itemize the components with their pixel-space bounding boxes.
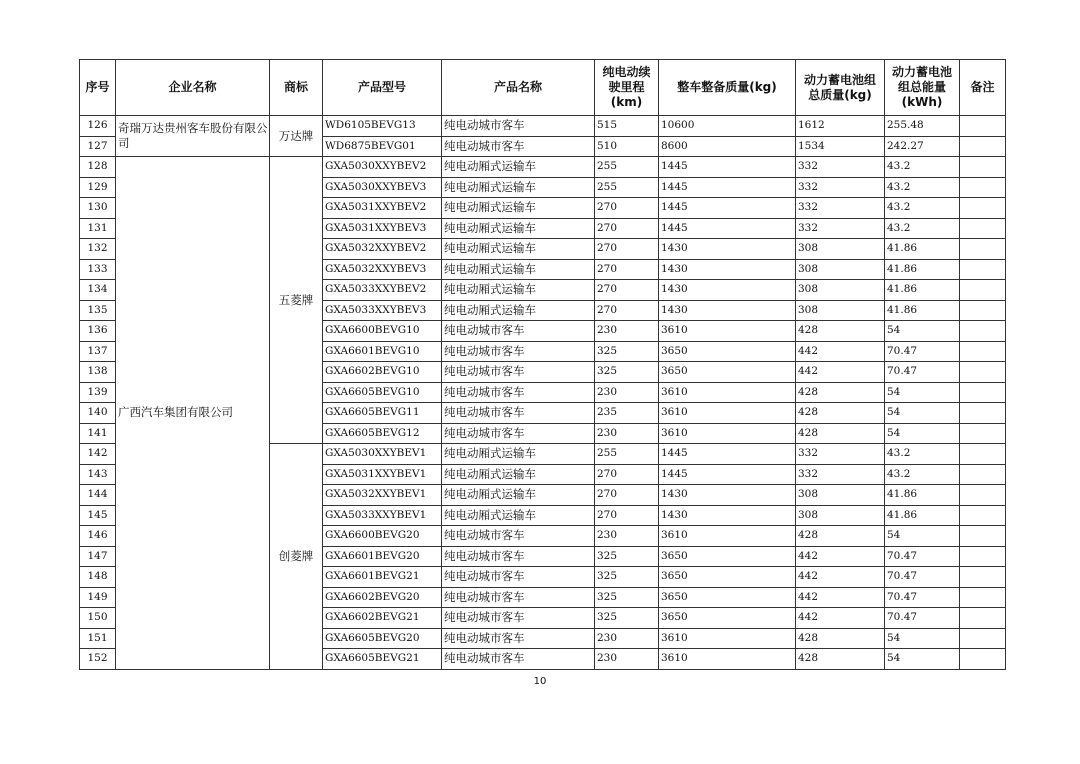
product-name: 纯电动厢式运输车 [442,198,595,219]
curb-mass: 3650 [659,567,796,588]
product-name: 纯电动厢式运输车 [442,157,595,178]
curb-mass: 1445 [659,198,796,219]
driving-range: 255 [595,157,659,178]
row-seq: 138 [80,362,116,383]
brand-name: 创菱牌 [270,444,323,670]
battery-energy: 70.47 [885,608,960,629]
driving-range: 230 [595,382,659,403]
driving-range: 230 [595,628,659,649]
row-seq: 146 [80,526,116,547]
curb-mass: 3610 [659,321,796,342]
row-seq: 147 [80,546,116,567]
header-brand: 商标 [270,60,323,116]
curb-mass: 1430 [659,505,796,526]
battery-mass: 332 [796,177,885,198]
product-model: GXA6600BEVG20 [323,526,442,547]
product-model: GXA6602BEVG20 [323,587,442,608]
battery-mass: 308 [796,505,885,526]
note [960,321,1006,342]
product-model: GXA5032XXYBEV2 [323,239,442,260]
battery-mass: 1534 [796,136,885,157]
battery-mass: 308 [796,280,885,301]
note [960,608,1006,629]
product-name: 纯电动城市客车 [442,567,595,588]
row-seq: 126 [80,116,116,137]
curb-mass: 3650 [659,546,796,567]
product-name: 纯电动厢式运输车 [442,280,595,301]
battery-mass: 442 [796,587,885,608]
note [960,567,1006,588]
header-model: 产品型号 [323,60,442,116]
curb-mass: 1445 [659,444,796,465]
curb-mass: 1430 [659,280,796,301]
note [960,464,1006,485]
curb-mass: 3610 [659,423,796,444]
driving-range: 270 [595,218,659,239]
curb-mass: 1430 [659,485,796,506]
product-name: 纯电动厢式运输车 [442,300,595,321]
brand-name: 五菱牌 [270,157,323,444]
battery-energy: 70.47 [885,546,960,567]
company-name: 广西汽车集团有限公司 [116,157,270,670]
row-seq: 150 [80,608,116,629]
driving-range: 270 [595,464,659,485]
header-product-name: 产品名称 [442,60,595,116]
product-model: GXA5033XXYBEV3 [323,300,442,321]
product-model: WD6875BEVG01 [323,136,442,157]
note [960,136,1006,157]
battery-mass: 332 [796,444,885,465]
driving-range: 325 [595,567,659,588]
note [960,280,1006,301]
product-model: GXA5031XXYBEV3 [323,218,442,239]
battery-mass: 308 [796,239,885,260]
row-seq: 149 [80,587,116,608]
product-name: 纯电动城市客车 [442,628,595,649]
battery-energy: 70.47 [885,587,960,608]
product-model: GXA6605BEVG10 [323,382,442,403]
product-model: GXA6605BEVG11 [323,403,442,424]
note [960,259,1006,280]
product-model: GXA6600BEVG10 [323,321,442,342]
note [960,218,1006,239]
header-battery-mass: 动力蓄电池组 总质量(kg) [796,60,885,116]
driving-range: 230 [595,649,659,670]
product-model: GXA6605BEVG12 [323,423,442,444]
battery-mass: 442 [796,362,885,383]
row-seq: 128 [80,157,116,178]
driving-range: 515 [595,116,659,137]
product-model: GXA5031XXYBEV2 [323,198,442,219]
note [960,239,1006,260]
battery-mass: 428 [796,526,885,547]
product-model: GXA5032XXYBEV1 [323,485,442,506]
row-seq: 127 [80,136,116,157]
battery-energy: 41.86 [885,505,960,526]
header-curb-mass: 整车整备质量(kg) [659,60,796,116]
battery-mass: 442 [796,608,885,629]
driving-range: 325 [595,587,659,608]
row-seq: 129 [80,177,116,198]
note [960,444,1006,465]
driving-range: 325 [595,546,659,567]
driving-range: 270 [595,485,659,506]
note [960,526,1006,547]
header-seq: 序号 [80,60,116,116]
driving-range: 270 [595,280,659,301]
battery-energy: 43.2 [885,444,960,465]
row-seq: 132 [80,239,116,260]
battery-mass: 442 [796,546,885,567]
product-model: GXA6602BEVG21 [323,608,442,629]
curb-mass: 3610 [659,403,796,424]
battery-mass: 332 [796,198,885,219]
product-model: GXA5032XXYBEV3 [323,259,442,280]
curb-mass: 3650 [659,362,796,383]
curb-mass: 1445 [659,157,796,178]
row-seq: 135 [80,300,116,321]
product-model: GXA6602BEVG10 [323,362,442,383]
driving-range: 270 [595,239,659,260]
curb-mass: 3610 [659,382,796,403]
row-seq: 152 [80,649,116,670]
product-model: GXA5030XXYBEV2 [323,157,442,178]
note [960,628,1006,649]
product-name: 纯电动城市客车 [442,116,595,137]
row-seq: 143 [80,464,116,485]
driving-range: 255 [595,177,659,198]
product-model: GXA5030XXYBEV3 [323,177,442,198]
curb-mass: 10600 [659,116,796,137]
row-seq: 142 [80,444,116,465]
battery-mass: 308 [796,259,885,280]
product-name: 纯电动城市客车 [442,362,595,383]
company-name: 奇瑞万达贵州客车股份有限公司 [116,116,270,157]
note [960,362,1006,383]
note [960,198,1006,219]
note [960,649,1006,670]
driving-range: 270 [595,198,659,219]
battery-energy: 41.86 [885,239,960,260]
product-model: GXA6605BEVG20 [323,628,442,649]
product-name: 纯电动厢式运输车 [442,239,595,260]
product-model: GXA6605BEVG21 [323,649,442,670]
table-row [80,157,1006,178]
product-model: GXA6601BEVG20 [323,546,442,567]
note [960,116,1006,137]
driving-range: 235 [595,403,659,424]
battery-energy: 43.2 [885,218,960,239]
product-model: GXA5033XXYBEV2 [323,280,442,301]
product-name: 纯电动城市客车 [442,608,595,629]
battery-mass: 1612 [796,116,885,137]
battery-energy: 70.47 [885,567,960,588]
battery-energy: 242.27 [885,136,960,157]
curb-mass: 1430 [659,259,796,280]
battery-mass: 428 [796,649,885,670]
battery-mass: 428 [796,628,885,649]
product-name: 纯电动厢式运输车 [442,177,595,198]
driving-range: 325 [595,362,659,383]
row-seq: 130 [80,198,116,219]
battery-energy: 54 [885,403,960,424]
product-name: 纯电动厢式运输车 [442,259,595,280]
note [960,177,1006,198]
note [960,546,1006,567]
battery-mass: 308 [796,300,885,321]
note [960,300,1006,321]
battery-energy: 255.48 [885,116,960,137]
battery-energy: 54 [885,382,960,403]
row-seq: 144 [80,485,116,506]
vehicle-table [79,59,1006,670]
note [960,382,1006,403]
note [960,403,1006,424]
row-seq: 141 [80,423,116,444]
row-seq: 137 [80,341,116,362]
note [960,423,1006,444]
product-model: GXA5031XXYBEV1 [323,464,442,485]
brand-name: 万达牌 [270,116,323,157]
note [960,341,1006,362]
driving-range: 325 [595,608,659,629]
product-model: GXA6601BEVG21 [323,567,442,588]
curb-mass: 3650 [659,608,796,629]
product-name: 纯电动城市客车 [442,341,595,362]
battery-energy: 41.86 [885,280,960,301]
driving-range: 255 [595,444,659,465]
header-company: 企业名称 [116,60,270,116]
product-name: 纯电动城市客车 [442,649,595,670]
product-name: 纯电动城市客车 [442,403,595,424]
curb-mass: 3610 [659,628,796,649]
battery-mass: 428 [796,382,885,403]
product-name: 纯电动城市客车 [442,423,595,444]
driving-range: 230 [595,321,659,342]
product-model: GXA5033XXYBEV1 [323,505,442,526]
product-name: 纯电动城市客车 [442,546,595,567]
battery-energy: 70.47 [885,362,960,383]
battery-energy: 43.2 [885,177,960,198]
driving-range: 270 [595,300,659,321]
row-seq: 148 [80,567,116,588]
header-row [80,60,1006,116]
driving-range: 325 [595,341,659,362]
curb-mass: 3650 [659,341,796,362]
battery-energy: 54 [885,628,960,649]
row-seq: 140 [80,403,116,424]
product-name: 纯电动厢式运输车 [442,464,595,485]
battery-mass: 442 [796,341,885,362]
product-model: GXA6601BEVG10 [323,341,442,362]
row-seq: 136 [80,321,116,342]
row-seq: 133 [80,259,116,280]
header-note: 备注 [960,60,1006,116]
product-name: 纯电动厢式运输车 [442,444,595,465]
curb-mass: 8600 [659,136,796,157]
battery-energy: 54 [885,423,960,444]
note [960,157,1006,178]
battery-energy: 43.2 [885,464,960,485]
driving-range: 230 [595,526,659,547]
row-seq: 131 [80,218,116,239]
battery-mass: 428 [796,423,885,444]
table-row [80,116,1006,137]
product-model: WD6105BEVG13 [323,116,442,137]
driving-range: 270 [595,505,659,526]
curb-mass: 3610 [659,526,796,547]
battery-energy: 41.86 [885,485,960,506]
driving-range: 510 [595,136,659,157]
battery-energy: 41.86 [885,300,960,321]
row-seq: 139 [80,382,116,403]
note [960,485,1006,506]
product-name: 纯电动厢式运输车 [442,485,595,506]
note [960,505,1006,526]
curb-mass: 1445 [659,177,796,198]
curb-mass: 1445 [659,218,796,239]
row-seq: 151 [80,628,116,649]
battery-energy: 41.86 [885,259,960,280]
driving-range: 230 [595,423,659,444]
curb-mass: 1430 [659,239,796,260]
battery-energy: 70.47 [885,341,960,362]
battery-mass: 442 [796,567,885,588]
product-name: 纯电动城市客车 [442,382,595,403]
note [960,587,1006,608]
product-name: 纯电动厢式运输车 [442,505,595,526]
battery-mass: 332 [796,464,885,485]
curb-mass: 3650 [659,587,796,608]
battery-mass: 428 [796,403,885,424]
curb-mass: 3610 [659,649,796,670]
header-range: 纯电动续 驶里程 (km) [595,60,659,116]
battery-mass: 332 [796,157,885,178]
row-seq: 134 [80,280,116,301]
battery-mass: 308 [796,485,885,506]
curb-mass: 1430 [659,300,796,321]
product-name: 纯电动城市客车 [442,136,595,157]
product-name: 纯电动城市客车 [442,587,595,608]
product-name: 纯电动城市客车 [442,321,595,342]
battery-energy: 54 [885,526,960,547]
product-name: 纯电动城市客车 [442,526,595,547]
battery-mass: 428 [796,321,885,342]
curb-mass: 1445 [659,464,796,485]
product-name: 纯电动厢式运输车 [442,218,595,239]
header-battery-energy: 动力蓄电池 组总能量 (kWh) [885,60,960,116]
driving-range: 270 [595,259,659,280]
row-seq: 145 [80,505,116,526]
page-number: 10 [533,676,547,687]
battery-energy: 54 [885,649,960,670]
product-model: GXA5030XXYBEV1 [323,444,442,465]
battery-energy: 43.2 [885,198,960,219]
battery-energy: 43.2 [885,157,960,178]
battery-energy: 54 [885,321,960,342]
battery-mass: 332 [796,218,885,239]
